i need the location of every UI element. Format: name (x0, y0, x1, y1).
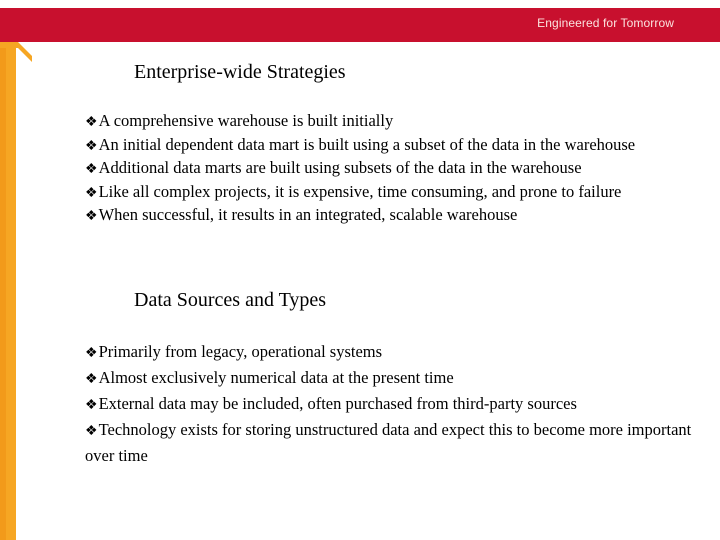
diamond-bullet-icon: ❖ (85, 398, 98, 413)
diamond-bullet-icon: ❖ (85, 138, 98, 154)
list-item (85, 204, 705, 228)
header-band (0, 0, 720, 62)
section-heading-strategies: Enterprise-wide Strategies (134, 61, 346, 83)
diamond-bullet-icon: ❖ (85, 209, 98, 224)
list-item-text: Additional data marts are built using subsets of the data in the warehouse (98, 158, 582, 177)
section-heading-data-sources: Data Sources and Types (134, 289, 327, 311)
diamond-bullet-icon: ❖ (85, 185, 98, 201)
list-item (85, 181, 705, 205)
list-item (85, 392, 705, 418)
bullet-list-strategies (85, 110, 705, 228)
list-item-text: Almost exclusively numerical data at the present time (98, 368, 454, 387)
list-item-text: An initial dependent data mart is built using a subset of the data in the warehouse (98, 134, 636, 154)
diamond-bullet-icon: ❖ (85, 372, 98, 387)
list-item-text: Like all complex projects, it is expensive, time consuming, and prone to failure (98, 181, 622, 201)
list-item-text: When successful, it results in an integrated, scalable warehouse (98, 205, 518, 224)
diamond-bullet-icon: ❖ (85, 424, 98, 439)
list-item (85, 134, 705, 158)
list-item (85, 340, 705, 366)
list-item (85, 418, 705, 468)
list-item (85, 366, 705, 392)
list-item-text: Technology exists for storing unstructured data and expect this to become more important over time (85, 420, 692, 465)
diamond-bullet-icon: ❖ (85, 162, 98, 177)
left-accent-bar (0, 48, 16, 540)
list-item-text: A comprehensive warehouse is built initially (98, 111, 394, 130)
diamond-bullet-icon: ❖ (85, 346, 98, 361)
list-item-text: External data may be included, often purchased from third-party sources (98, 394, 577, 413)
brand-text: Engineered for Tomorrow (537, 16, 674, 30)
list-item (85, 157, 705, 181)
bullet-list-data-sources (85, 340, 705, 468)
list-item (85, 110, 705, 134)
list-item-text: Primarily from legacy, operational systems (98, 342, 383, 361)
diamond-bullet-icon: ❖ (85, 115, 98, 130)
